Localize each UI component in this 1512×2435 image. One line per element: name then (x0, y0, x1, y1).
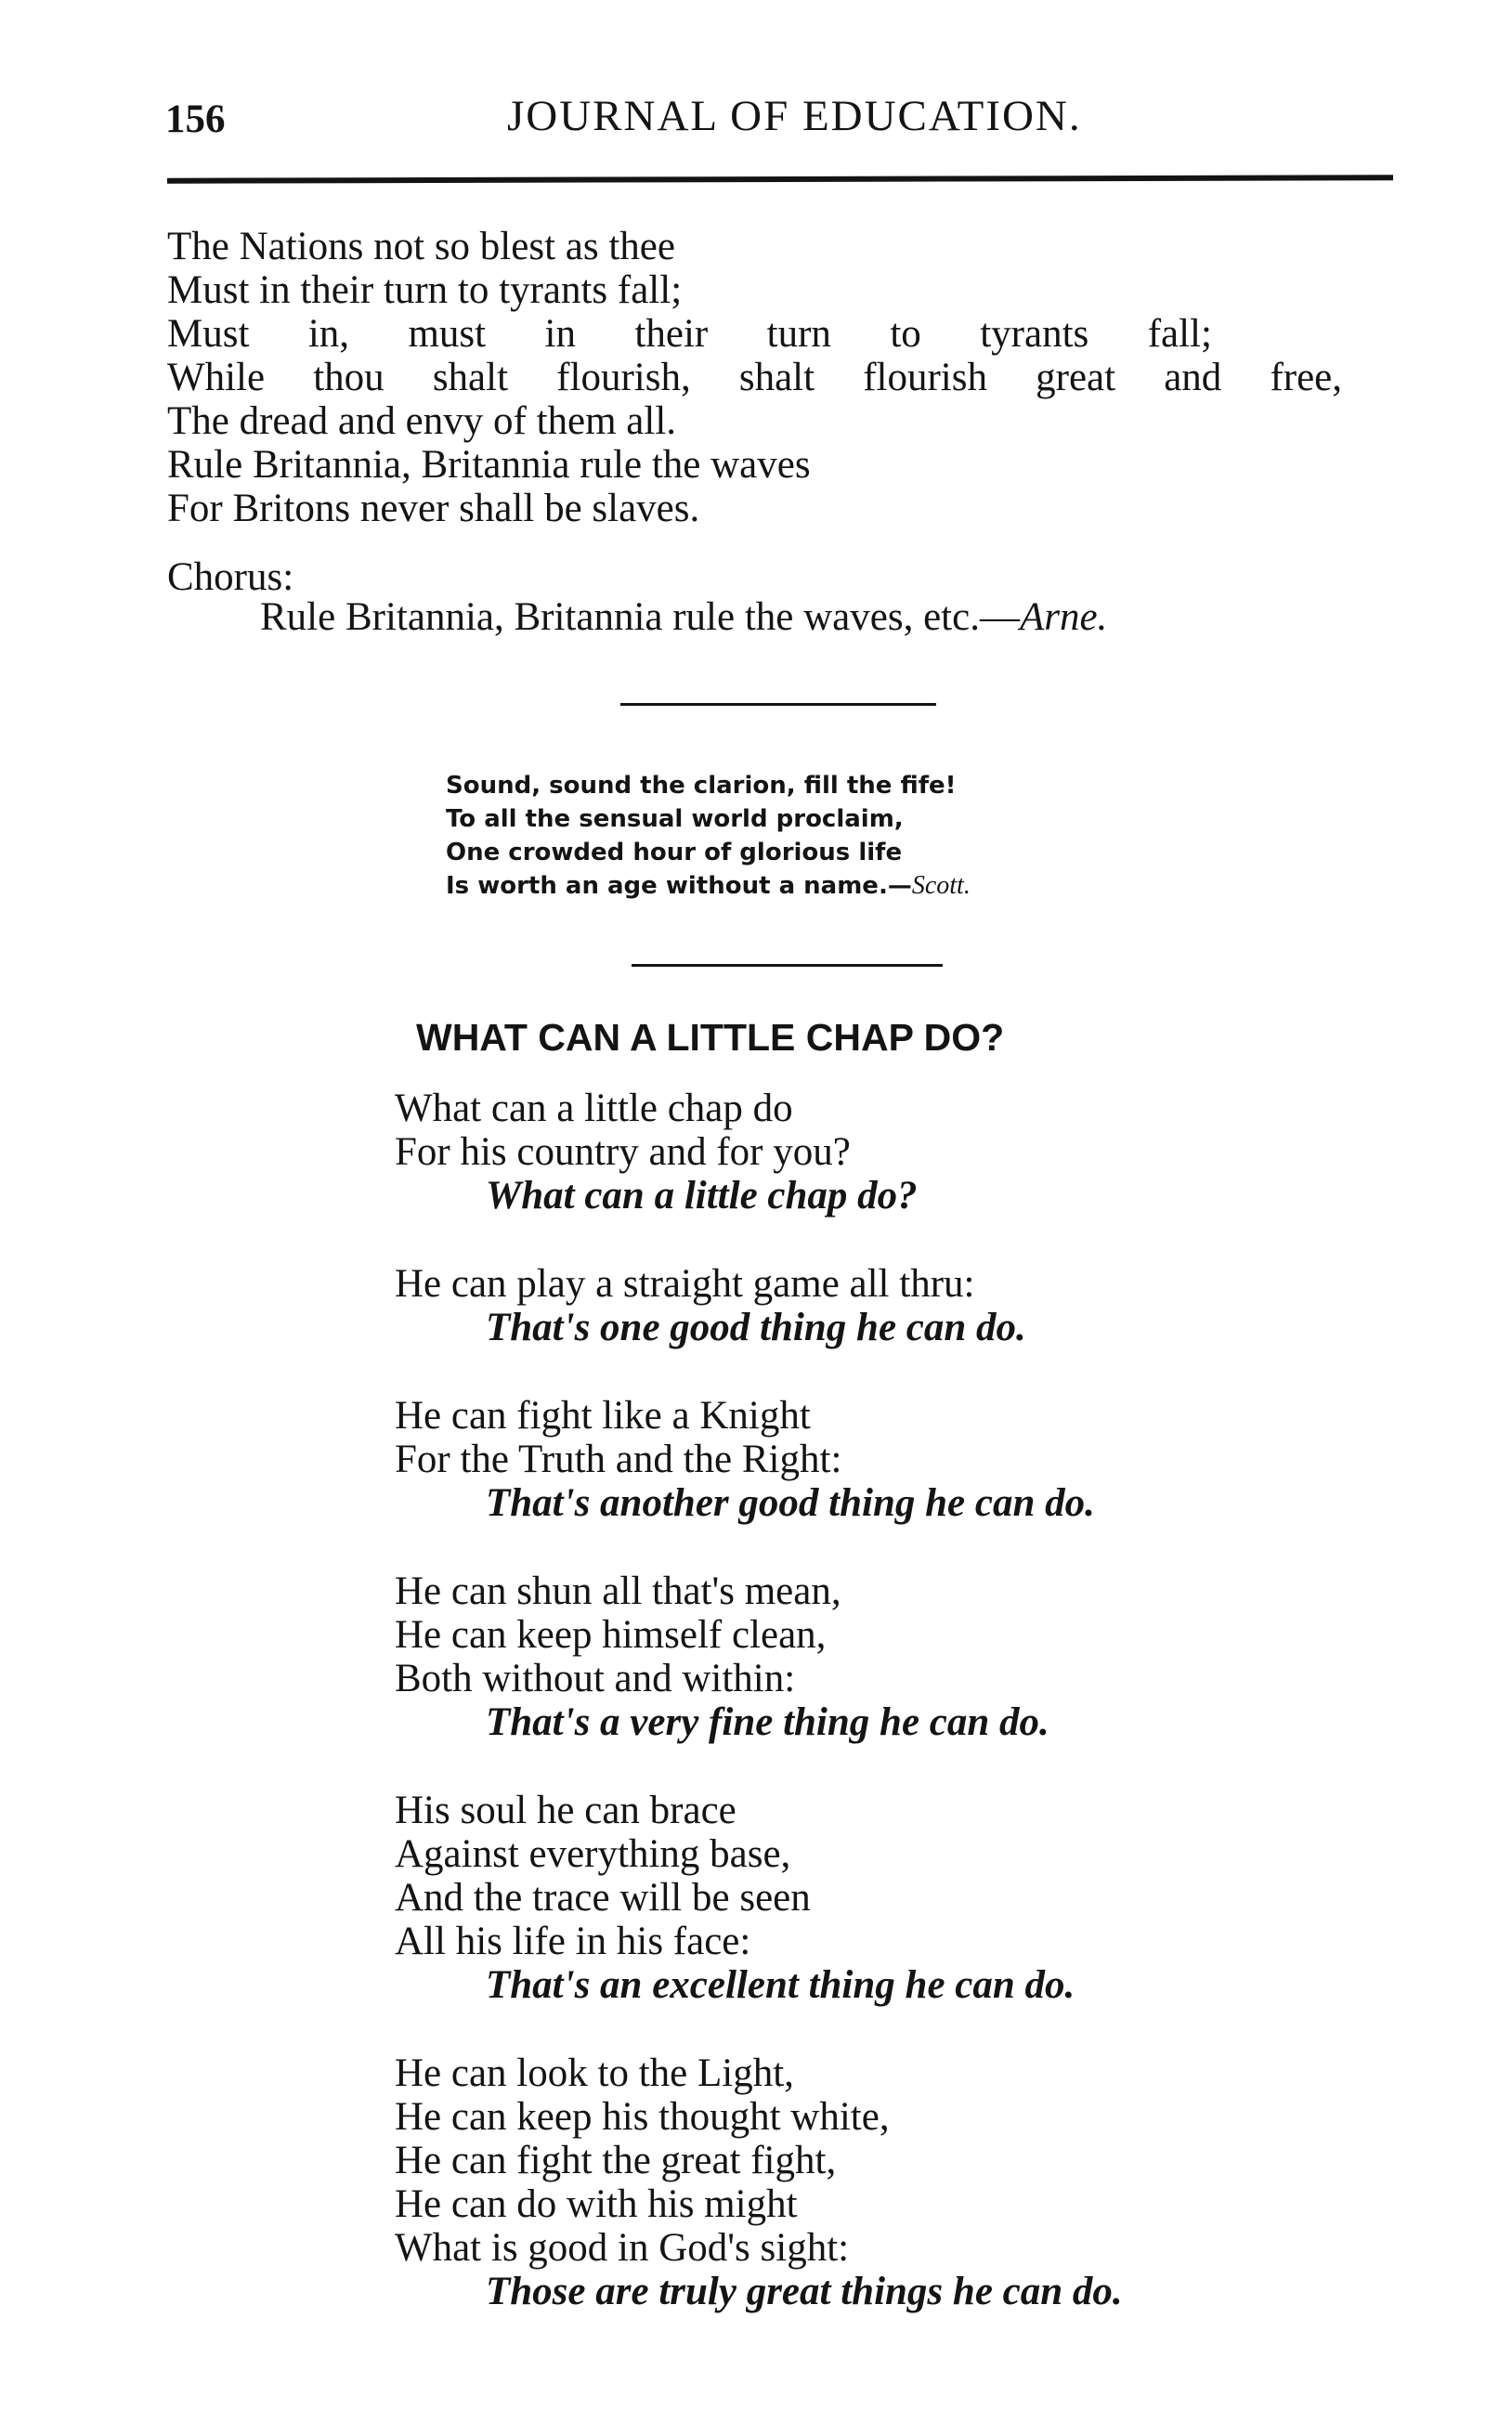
poem-refrain: What can a little chap do? (486, 1174, 918, 1218)
poem-refrain: Those are truly great things he can do. (486, 2270, 1123, 2313)
poem-line: He can fight the great fight, (395, 2139, 837, 2182)
verse-word: fall; (1147, 312, 1212, 356)
poem-line: Against everything base, (395, 1832, 791, 1876)
verse-word: thou (313, 356, 385, 399)
journal-title: JOURNAL OF EDUCATION. (507, 92, 1082, 140)
verse-word: turn (766, 312, 831, 356)
chorus-line (260, 594, 1107, 640)
verse-word: in, (307, 312, 350, 356)
verse-word: Must (167, 312, 250, 356)
page-header (165, 85, 1391, 150)
chorus-label: Chorus: (167, 555, 294, 599)
stanza-gap (395, 1744, 1416, 1789)
verse-line (167, 356, 1342, 399)
poem-line: He can keep himself clean, (395, 1613, 827, 1657)
quote-line: One crowded hour of glorious life (446, 839, 903, 866)
verse-word: flourish, (556, 356, 691, 399)
stanza-gap (395, 1218, 1416, 1262)
scott-quotation (446, 769, 1152, 903)
poem-title: WHAT CAN A LITTLE CHAP DO? (416, 1016, 1005, 1059)
poem-line: He can look to the Light, (395, 2051, 794, 2095)
section-divider (632, 964, 943, 967)
poem-line: His soul he can brace (395, 1789, 736, 1832)
poem-refrain: That's another good thing he can do. (486, 1481, 1095, 1525)
header-rule (167, 175, 1393, 183)
verse-line: The Nations not so blest as thee (167, 225, 675, 268)
chorus-attribution: Arne. (1019, 595, 1108, 639)
poem-line: And the trace will be seen (395, 1876, 811, 1920)
verse-word: in (544, 312, 576, 356)
verse-line: Rule Britannia, Britannia rule the waves (167, 443, 811, 487)
verse-word: tyrants (980, 312, 1089, 356)
verse-word: While (167, 356, 266, 399)
poem-line: He can play a straight game all thru: (395, 1262, 975, 1306)
verse-line: The dread and envy of them all. (167, 399, 677, 443)
verse-word: flourish (863, 356, 987, 399)
poem-line: He can keep his thought white, (395, 2095, 890, 2139)
verse-line (167, 312, 1212, 356)
poem-line: Both without and within: (395, 1657, 796, 1700)
verse-line: For Britons never shall be slaves. (167, 487, 700, 530)
verse-word: to (890, 312, 921, 356)
poem-line: He can do with his might (395, 2182, 798, 2226)
stanza-gap (395, 1349, 1416, 1394)
stanza-gap (395, 2007, 1416, 2051)
poem-line: For the Truth and the Right: (395, 1438, 842, 1481)
verse-word: free, (1270, 356, 1342, 399)
poem-line: What is good in God's sight: (395, 2226, 850, 2270)
verse-word: and (1164, 356, 1222, 399)
verse-word: must (408, 312, 487, 356)
poem-body (395, 1087, 1416, 2313)
verse-word: their (634, 312, 709, 356)
poem-refrain: That's a very fine thing he can do. (486, 1700, 1049, 1744)
quote-attribution: Scott. (911, 871, 971, 900)
poem-line: All his life in his face: (395, 1920, 751, 1963)
section-divider (620, 703, 936, 706)
chorus-text: Rule Britannia, Britannia rule the waves, etc.— (260, 595, 1020, 639)
verse-word: shalt (738, 356, 815, 399)
verse-word: great (1036, 356, 1116, 399)
page-number: 156 (165, 98, 226, 141)
poem-line: He can fight like a Knight (395, 1394, 811, 1438)
poem-line: He can shun all that's mean, (395, 1569, 841, 1613)
stanza-gap (395, 1525, 1416, 1569)
poem-refrain: That's an excellent thing he can do. (486, 1963, 1075, 2007)
poem-refrain: That's one good thing he can do. (486, 1306, 1026, 1349)
quote-line: To all the sensual world proclaim, (446, 805, 904, 833)
quote-text: Is worth an age without a name.— (446, 872, 912, 900)
quote-line (446, 869, 1152, 903)
poem-line: For his country and for you? (395, 1130, 851, 1174)
rule-britannia-stanza (167, 225, 1375, 530)
quote-line: Sound, sound the clarion, fill the fife! (446, 772, 957, 800)
poem-line: What can a little chap do (395, 1087, 793, 1130)
verse-line: Must in their turn to tyrants fall; (167, 268, 683, 312)
verse-word: shalt (432, 356, 509, 399)
